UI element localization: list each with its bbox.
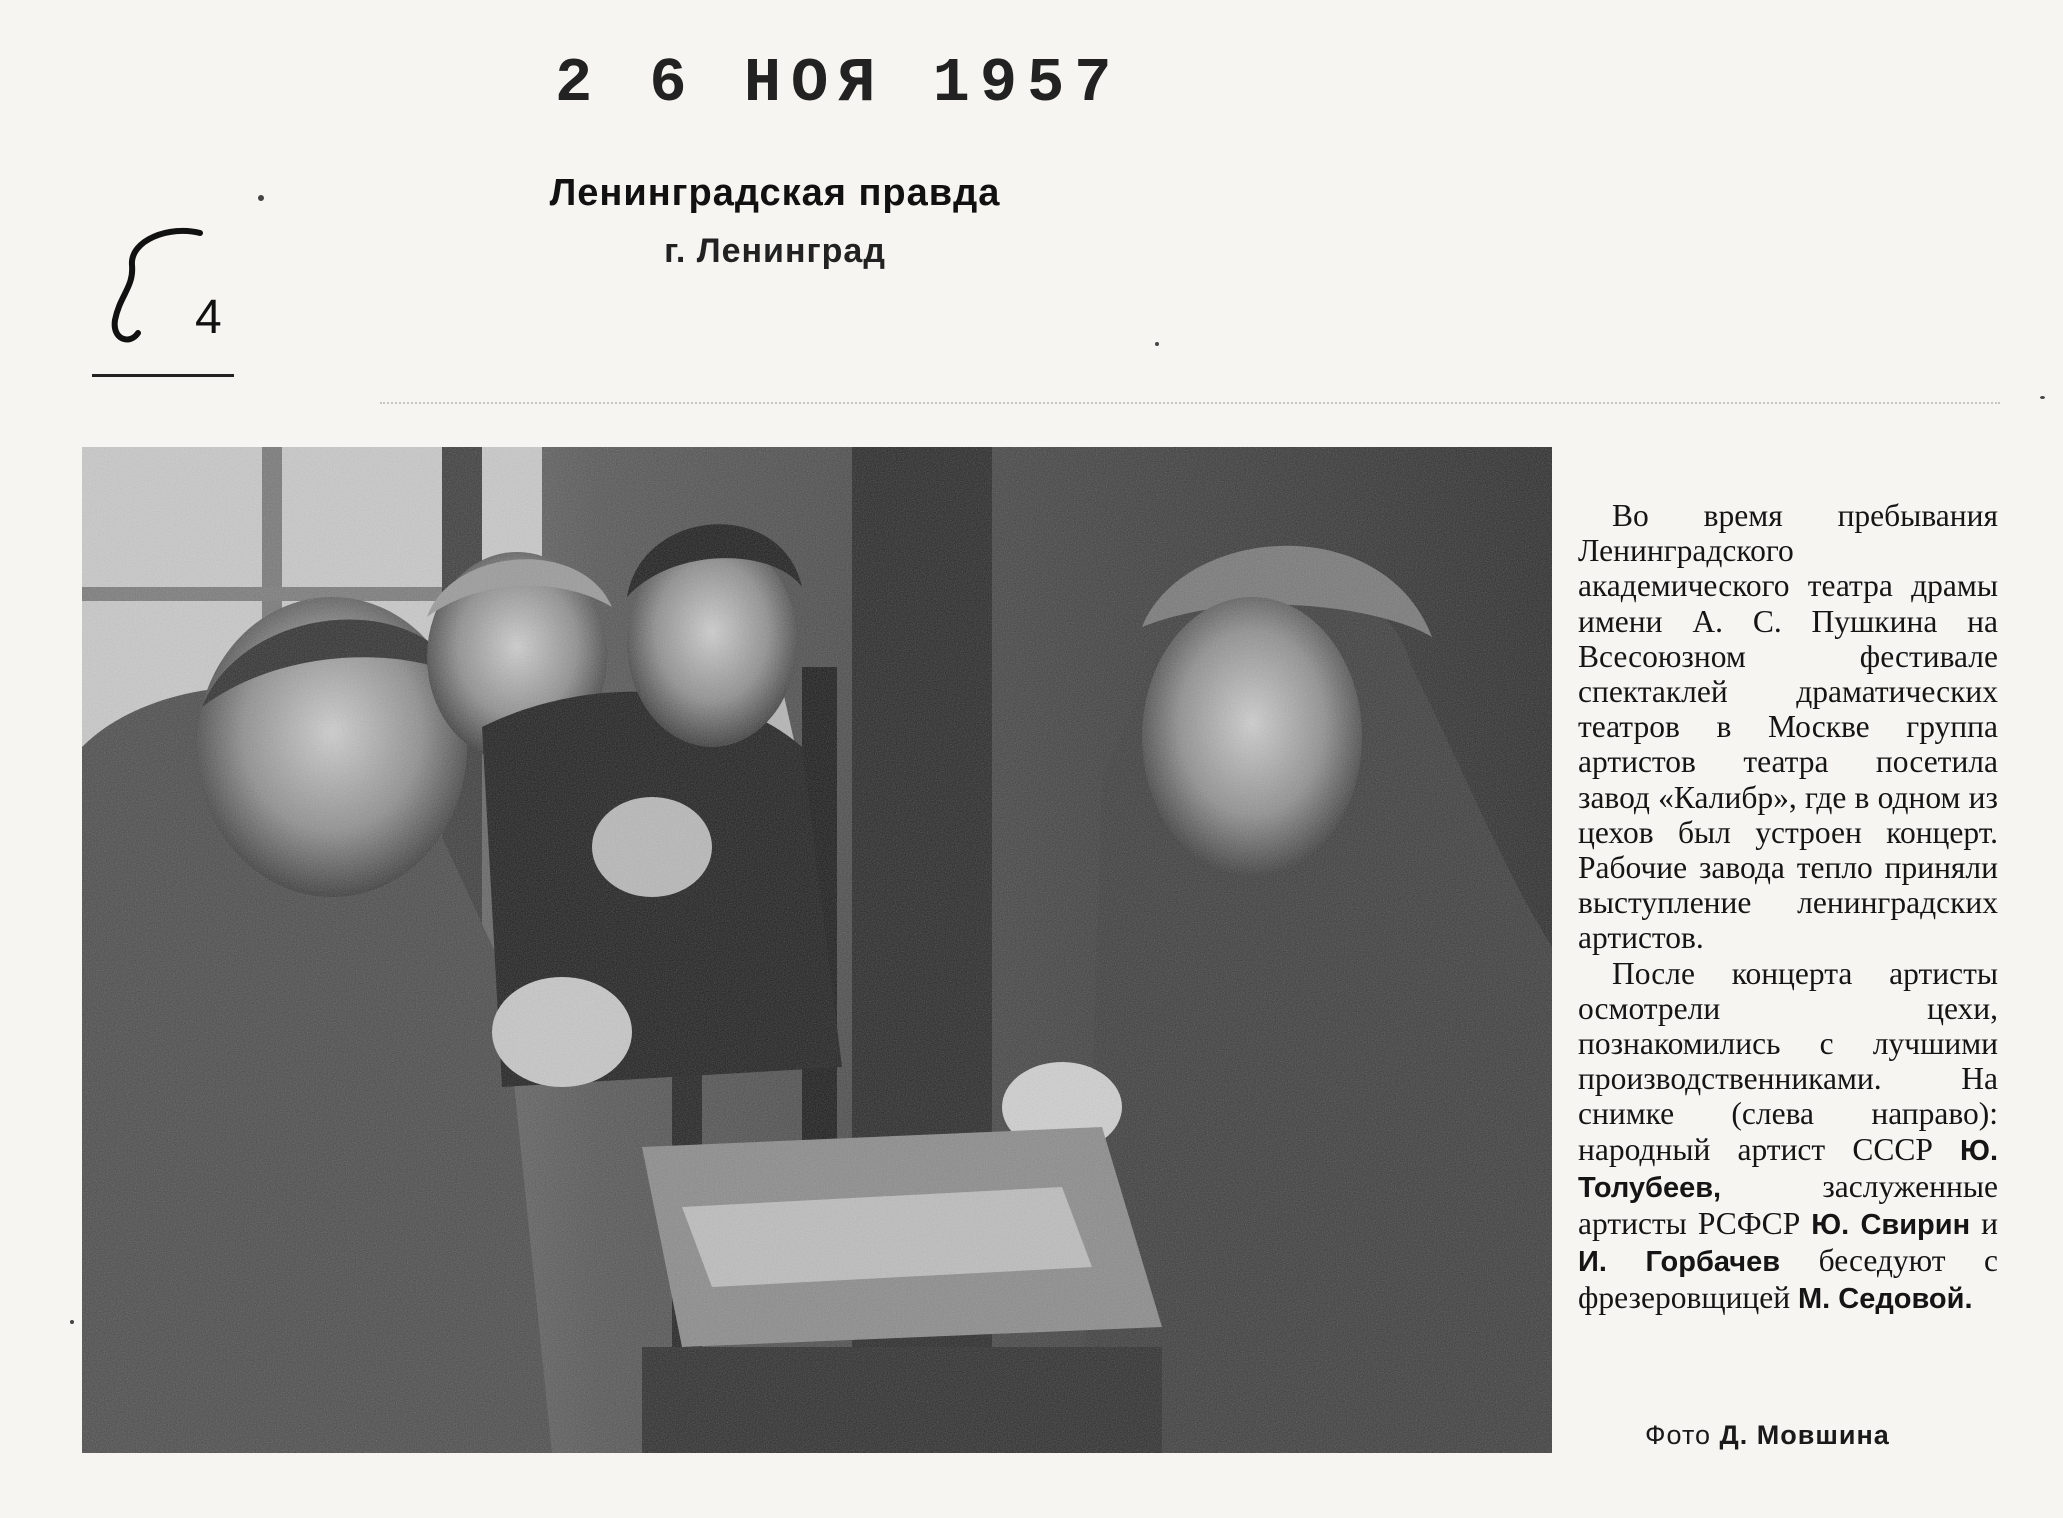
dust-speck bbox=[70, 1320, 74, 1324]
caption-text: заслуженные артисты РСФСР bbox=[1578, 1168, 1998, 1242]
page-number-underline bbox=[92, 374, 234, 377]
photographer-name: Д. Мовшина bbox=[1719, 1420, 1890, 1450]
caption-paragraph-2 bbox=[1578, 956, 1998, 1318]
caption-text: беседуют с фрезеровщицей bbox=[1578, 1243, 1999, 1316]
credit-prefix: Фото bbox=[1645, 1420, 1712, 1450]
city-stamp: г. Ленинград bbox=[664, 232, 886, 270]
separator-rule bbox=[380, 402, 2000, 404]
news-photograph bbox=[82, 447, 1552, 1453]
photo-credit bbox=[1645, 1420, 1985, 1451]
photograph-icon bbox=[82, 447, 1552, 1453]
person-name: И. Горбачев bbox=[1578, 1246, 1781, 1279]
caption-text: и bbox=[1981, 1206, 1999, 1242]
date-stamp: 2 6 НОЯ 1957 bbox=[555, 48, 1122, 119]
caption-intro: После концерта артисты осмотрели цехи, познакомились с лучшими производственниками. На снимке (слева направо): народный артист СССР bbox=[1578, 955, 1998, 1167]
photo-caption bbox=[1578, 498, 1998, 1318]
newspaper-stamp: Ленинградская правда bbox=[549, 172, 1001, 214]
page-number: 4 bbox=[195, 291, 222, 344]
dust-speck bbox=[258, 195, 264, 201]
dust-speck bbox=[1155, 342, 1159, 346]
person-name: М. Седовой. bbox=[1798, 1283, 1973, 1316]
person-name: Ю. Свирин bbox=[1811, 1209, 1971, 1242]
caption-paragraph-1: Во время пребывания Ленинградского академического театра драмы имени А. С. Пушкина на Всесоюзном фестивале спектаклей драматических театров в Москве группа артистов театра посетила завод «Калибр», где в одном из цехов был устроен концерт. Рабочие завода тепло приняли выступление ленинградских артистов. bbox=[1578, 498, 1998, 956]
dust-speck bbox=[2040, 396, 2045, 399]
person-name: Ю. Толубеев, bbox=[1578, 1134, 1998, 1204]
